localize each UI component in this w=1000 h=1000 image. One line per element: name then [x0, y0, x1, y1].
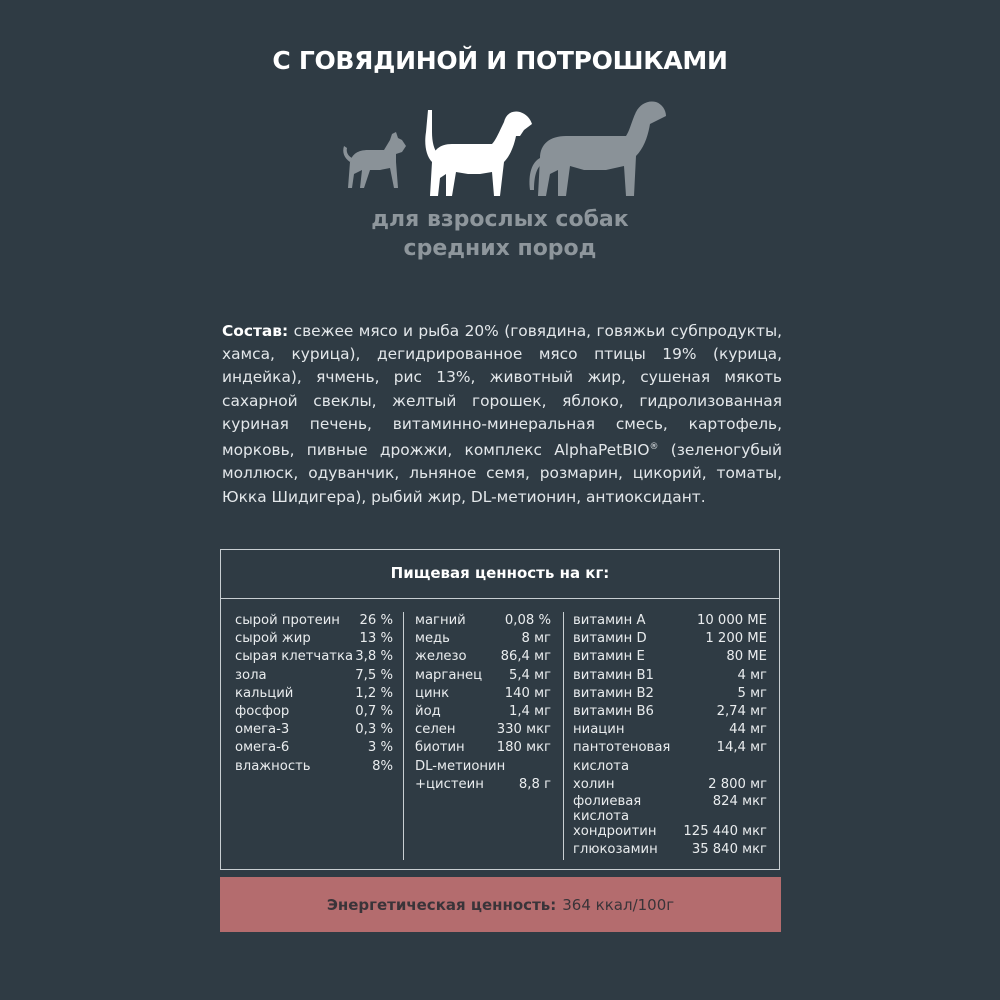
energy-value: 364 ккал/100г — [562, 895, 675, 914]
composition-ingredients-end: (зеленогубый моллюск, одуванчик, льняное семя, розмарин, цикорий, томаты, Юкка Шидигера), рыбий жир, DL-метионин, антиоксидант. — [222, 441, 782, 506]
nutrient-value: 3,8 % — [355, 649, 393, 665]
nutrient-name: магний — [415, 613, 466, 628]
nutrient-value: 1,4 мг — [508, 704, 551, 720]
composition-ingredients: свежее мясо и рыба 20% (говядина, говяжьи субпродукты, хамса, курица), дегидрированное мясо птицы 19% (курица, индейка), ячмень, рис 13%, животный жир, сушеная мякоть сахарной свеклы, желтый горошек, яблоко, гидролизованная куриная печень, витаминно-минеральная смесь, картофель, морковь, пивные дрожжи, комплекс AlphaPetBIO — [222, 322, 782, 460]
nutrient-value: 26 % — [359, 613, 393, 628]
nutrient-name: селен — [415, 722, 456, 738]
nutrient-name: влажность — [235, 758, 311, 774]
nutrient-row — [573, 685, 767, 703]
nutrient-value: 8,8 г — [518, 776, 551, 792]
nutrition-column-macros — [235, 612, 393, 776]
nutrient-value: 13 % — [359, 631, 393, 647]
nutrient-name: цинк — [415, 685, 450, 701]
nutrient-row — [573, 630, 767, 648]
nutrient-name: сырая клетчатка — [235, 649, 354, 665]
nutrient-name: фолиевая — [573, 794, 642, 810]
nutrient-name: биотин — [415, 740, 465, 756]
nutrient-value: 10 000 МЕ — [696, 613, 767, 628]
energy-label: Энергетическая ценность: — [326, 895, 557, 914]
nutrient-row — [573, 794, 767, 809]
nutrient-name: DL-метионин — [415, 758, 506, 774]
nutrient-row — [573, 841, 767, 859]
nutrition-title: Пищевая ценность на кг: — [390, 564, 610, 582]
nutrient-row — [415, 776, 551, 794]
nutrient-name: фосфор — [235, 704, 290, 720]
nutrient-value: 125 440 мкг — [683, 824, 767, 840]
nutrient-value: 8% — [372, 758, 393, 774]
small-dog-icon — [343, 132, 406, 188]
nutrient-name: витамин В6 — [573, 704, 654, 720]
nutrient-value: 5,4 мг — [508, 667, 551, 683]
nutrient-value: 2 800 мг — [708, 776, 767, 792]
nutrient-value: 4 мг — [737, 667, 767, 683]
nutrient-name: хондроитин — [573, 824, 657, 840]
nutrient-value: 7,5 % — [355, 667, 393, 683]
nutrition-column-vitamins — [573, 612, 767, 859]
nutrient-row — [235, 630, 393, 648]
nutrient-row — [573, 809, 767, 824]
nutrient-value: 1 200 МЕ — [705, 631, 767, 647]
nutrient-row — [235, 721, 393, 739]
nutrient-name: кальций — [235, 685, 294, 701]
nutrient-value: 86,4 мг — [500, 649, 551, 665]
composition-text — [222, 320, 782, 509]
nutrient-row — [415, 612, 551, 630]
nutrient-row — [415, 630, 551, 648]
nutrient-name: зола — [235, 667, 267, 683]
nutrient-value: 0,08 % — [504, 613, 551, 628]
nutrient-row — [573, 721, 767, 739]
medium-dog-icon — [425, 110, 532, 196]
nutrient-value: 140 мг — [504, 685, 551, 701]
dog-size-illustration — [340, 100, 670, 200]
nutrient-row — [415, 685, 551, 703]
registered-mark: ® — [649, 442, 659, 453]
nutrient-row — [235, 703, 393, 721]
nutrient-value: 3 % — [367, 740, 393, 756]
composition-label: Состав: — [222, 322, 289, 340]
nutrition-column-minerals — [415, 612, 551, 794]
nutrient-name: глюкозамин — [573, 842, 658, 858]
nutrient-row — [235, 648, 393, 666]
nutrient-row — [573, 758, 767, 776]
subtitle-line-2: средних пород — [403, 236, 597, 261]
nutrient-value: 2,74 мг — [716, 704, 767, 720]
nutrient-row — [235, 667, 393, 685]
nutrient-value: 8 мг — [521, 631, 551, 647]
nutrient-row — [573, 703, 767, 721]
nutrient-row — [235, 758, 393, 776]
nutrient-name: витамин В2 — [573, 685, 654, 701]
nutrient-row — [415, 703, 551, 721]
nutrient-name: кислота — [573, 758, 630, 774]
nutrient-value: 330 мкг — [496, 722, 551, 738]
nutrient-name: йод — [415, 704, 441, 720]
nutrient-value: 80 МЕ — [726, 649, 767, 665]
nutrient-name: пантотеновая — [573, 740, 671, 756]
nutrient-name: марганец — [415, 667, 483, 683]
nutrient-row — [573, 648, 767, 666]
nutrient-name: омега-3 — [235, 722, 290, 738]
panel-divider — [221, 598, 779, 599]
nutrient-value: 824 мкг — [712, 794, 767, 810]
nutrient-value: 14,4 мг — [716, 740, 767, 756]
subtitle-line-1: для взрослых собак — [371, 207, 629, 232]
nutrient-row — [573, 739, 767, 757]
large-dog-icon — [529, 101, 666, 196]
nutrient-row — [415, 758, 551, 776]
nutrient-value: 44 мг — [729, 722, 767, 738]
nutrient-value: 0,3 % — [355, 722, 393, 738]
nutrient-row — [235, 739, 393, 757]
nutrient-name: +цистеин — [415, 776, 484, 792]
nutrient-name: омега-6 — [235, 740, 290, 756]
column-divider — [403, 612, 404, 860]
nutrient-name: сырой жир — [235, 631, 311, 647]
nutrient-name: кислота — [573, 808, 630, 824]
nutrient-row — [573, 612, 767, 630]
nutrient-name: витамин В1 — [573, 667, 654, 683]
nutrient-row — [235, 612, 393, 630]
nutrient-value: 35 840 мкг — [691, 842, 767, 858]
nutrient-value: 1,2 % — [355, 685, 393, 701]
nutrient-row — [415, 648, 551, 666]
nutrient-row — [573, 776, 767, 794]
nutrient-name: витамин А — [573, 613, 646, 628]
nutrient-name: медь — [415, 631, 450, 647]
nutrient-value: 180 мкг — [496, 740, 551, 756]
nutrient-row — [573, 823, 767, 841]
energy-value-banner — [220, 877, 781, 932]
nutrient-value: 5 мг — [737, 685, 767, 701]
nutrient-name: витамин Е — [573, 649, 645, 665]
nutrition-panel — [220, 549, 780, 870]
nutrient-name: железо — [415, 649, 467, 665]
nutrient-row — [415, 667, 551, 685]
nutrient-name: витамин D — [573, 631, 647, 647]
nutrient-name: ниацин — [573, 722, 625, 738]
nutrient-value: 0,7 % — [355, 704, 393, 720]
column-divider — [563, 612, 564, 860]
nutrient-row — [415, 739, 551, 757]
nutrient-row — [415, 721, 551, 739]
nutrient-name: холин — [573, 776, 615, 792]
product-title: С ГОВЯДИНОЙ И ПОТРОШКАМИ — [272, 46, 728, 75]
nutrient-row — [573, 667, 767, 685]
nutrient-row — [235, 685, 393, 703]
nutrient-name: сырой протеин — [235, 613, 340, 628]
